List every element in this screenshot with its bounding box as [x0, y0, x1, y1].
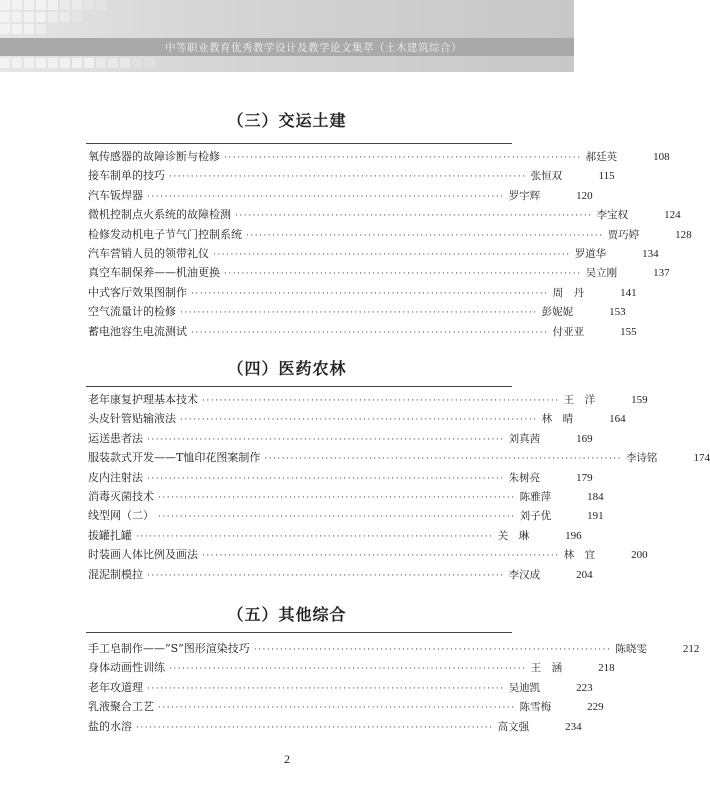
entry-author: 林 宜 — [563, 549, 596, 562]
leader-dots: ·················································································· — [147, 191, 505, 202]
entry-page: 179 — [576, 471, 593, 484]
entry-page: 204 — [576, 568, 593, 581]
entry-title: 盐的水溶 — [88, 719, 132, 733]
leader-dots: ·················································································· — [202, 551, 560, 562]
entry-page: 200 — [631, 549, 648, 562]
toc-entry[interactable] — [88, 323, 637, 342]
entry-author: 付亚亚 — [552, 325, 585, 338]
entry-author: 郝廷英 — [585, 151, 618, 163]
leader-dots: ·················································································· — [246, 230, 604, 241]
leader-dots: ·················································································· — [235, 211, 593, 222]
toc-list-transport — [88, 148, 692, 342]
toc-entry[interactable] — [88, 488, 604, 507]
entry-author: 李诗铭 — [625, 452, 658, 465]
entry-author: 刘子优 — [519, 510, 552, 523]
toc-list-other — [88, 640, 700, 737]
entry-page: 137 — [653, 267, 670, 280]
entry-page: 159 — [631, 394, 648, 406]
toc-entry[interactable] — [88, 640, 700, 659]
toc-entry[interactable] — [88, 226, 692, 245]
leader-dots: ·················································································· — [158, 703, 516, 714]
leader-dots: ·················································································· — [224, 269, 582, 280]
leader-dots: ·················································································· — [191, 327, 549, 338]
entry-author: 高文强 — [497, 720, 530, 733]
entry-author: 陈雅萍 — [519, 490, 552, 503]
entry-author: 朱树亮 — [508, 471, 541, 484]
toc-entry[interactable] — [88, 284, 637, 303]
toc-entry[interactable] — [88, 391, 648, 410]
toc-entry[interactable] — [88, 679, 593, 698]
leader-dots: ·················································································· — [264, 454, 622, 465]
leader-dots: ·················································································· — [180, 308, 538, 319]
entry-page: 196 — [565, 529, 582, 542]
leader-dots: ·················································································· — [136, 531, 494, 542]
toc-entry[interactable] — [88, 245, 659, 264]
entry-title: 线型网（二） — [88, 509, 154, 523]
toc-entry[interactable] — [88, 264, 670, 283]
running-title: 中等职业教育优秀教学设计及教学论文集萃（土木建筑综合） — [165, 42, 462, 54]
leader-dots: ·················································································· — [147, 683, 505, 694]
toc-entry[interactable] — [88, 507, 604, 526]
entry-title: 真空车制保养——机油更换 — [88, 266, 220, 280]
toc-entry[interactable] — [88, 206, 681, 225]
header-stripe — [0, 38, 574, 56]
entry-author: 陈晓雯 — [615, 643, 647, 655]
entry-page: 124 — [664, 209, 681, 222]
entry-title: 手工皂制作——“S”图形渲染技巧 — [88, 642, 250, 655]
entry-author: 林 晴 — [541, 413, 574, 426]
leader-dots: ·················································································· — [147, 473, 505, 484]
entry-title: 氧传感器的故障诊断与检修 — [88, 150, 220, 163]
section-rule — [86, 143, 512, 144]
entry-author: 王 涵 — [530, 662, 563, 675]
entry-title: 中式客厅效果图制作 — [88, 285, 187, 299]
entry-author: 陈雪梅 — [519, 701, 552, 714]
entry-page: 191 — [587, 510, 604, 523]
entry-title: 老年攻道理 — [88, 680, 143, 694]
entry-author: 吴迪凯 — [508, 681, 541, 694]
toc-entry[interactable] — [88, 469, 593, 488]
entry-page: 115 — [598, 170, 615, 183]
toc-entry[interactable] — [88, 167, 615, 186]
entry-title: 接车制单的技巧 — [88, 169, 165, 183]
entry-page: 184 — [587, 490, 604, 503]
entry-page: 169 — [576, 432, 593, 445]
toc-entry[interactable] — [88, 148, 670, 167]
leader-dots: ·················································································· — [158, 512, 516, 523]
toc-entry[interactable] — [88, 566, 593, 585]
entry-page: 108 — [653, 151, 670, 163]
entry-author: 李汉成 — [508, 568, 541, 581]
leader-dots: ·················································································· — [169, 664, 527, 675]
entry-author: 周 丹 — [552, 286, 585, 299]
entry-title: 皮内注射法 — [88, 470, 143, 484]
entry-author: 罗道华 — [574, 247, 607, 260]
entry-title: 检修发动机电子节气门控制系统 — [88, 227, 242, 241]
toc-entry[interactable] — [88, 527, 582, 546]
entry-title: 老年康复护理基本技术 — [88, 393, 198, 406]
entry-page: 155 — [620, 325, 637, 338]
page-header-band — [0, 0, 574, 72]
entry-title: 消毒灭菌技术 — [88, 489, 154, 503]
entry-author: 王 洋 — [563, 394, 596, 406]
entry-page: 212 — [682, 643, 700, 655]
entry-author: 罗宇辉 — [508, 189, 541, 202]
leader-dots: ·················································································· — [136, 722, 494, 733]
entry-page: 218 — [598, 662, 615, 675]
toc-entry[interactable] — [88, 546, 648, 565]
entry-title: 汽车营销人员的领带礼仪 — [88, 246, 209, 260]
entry-title: 时装画人体比例及画法 — [88, 548, 198, 562]
leader-dots: ·················································································· — [180, 415, 538, 426]
entry-page: 141 — [620, 286, 637, 299]
entry-title: 服装款式开发——T恤印花图案制作 — [88, 451, 261, 465]
entry-author: 贾巧婷 — [607, 228, 640, 241]
entry-title: 空气流量计的检修 — [88, 305, 176, 319]
entry-author: 张恒双 — [530, 170, 563, 183]
toc-entry[interactable] — [88, 187, 593, 206]
toc-entry[interactable] — [88, 410, 626, 429]
leader-dots: ·················································································· — [147, 570, 505, 581]
entry-author: 刘真茜 — [508, 432, 541, 445]
section-rule — [86, 632, 512, 633]
entry-title: 头皮针管贴输液法 — [88, 412, 176, 426]
entry-title: 汽车钣焊器 — [88, 188, 143, 202]
leader-dots: ·················································································· — [213, 249, 571, 260]
section-rule — [86, 386, 512, 387]
leader-dots: ·················································································· — [202, 396, 560, 406]
entry-author: 李宝权 — [596, 209, 629, 222]
section-title-other: （五）其他综合 — [227, 605, 347, 624]
entry-page: 128 — [675, 228, 692, 241]
entry-page: 229 — [587, 701, 604, 714]
toc-entry[interactable] — [88, 718, 582, 737]
leader-dots: ·················································································· — [158, 492, 516, 503]
page-number: 2 — [284, 752, 290, 766]
entry-page: 134 — [642, 247, 659, 260]
entry-page: 174 — [693, 452, 710, 465]
entry-title: 乳液聚合工艺 — [88, 700, 154, 714]
entry-page: 223 — [576, 681, 593, 694]
leader-dots: ·················································································· — [191, 288, 549, 299]
entry-page: 120 — [576, 189, 593, 202]
entry-author: 彭妮妮 — [541, 306, 574, 319]
leader-dots: ·················································································· — [169, 172, 527, 183]
entry-title: 微机控制点火系统的故障检测 — [88, 208, 231, 222]
section-title-medicine: （四）医药农林 — [227, 359, 347, 378]
entry-author: 关 琳 — [497, 529, 530, 542]
header-decoration — [0, 0, 574, 72]
entry-author: 吴立刚 — [585, 267, 618, 280]
entry-title: 身体动画性训练 — [88, 661, 165, 675]
entry-title: 混泥制模拉 — [88, 567, 143, 581]
entry-page: 164 — [609, 413, 626, 426]
toc-entry[interactable] — [88, 698, 604, 717]
toc-list-medicine — [88, 391, 710, 585]
leader-dots: ·················································································· — [147, 434, 505, 445]
entry-page: 153 — [609, 306, 626, 319]
entry-title: 运送患者法 — [88, 431, 143, 445]
entry-title: 蓄电池容生电流测试 — [88, 324, 187, 338]
section-title-transport: （三）交运土建 — [227, 111, 347, 130]
entry-title: 拔罐扎罐 — [88, 528, 132, 542]
toc-entry[interactable] — [88, 303, 626, 322]
toc-entry[interactable] — [88, 449, 710, 468]
leader-dots: ·················································································· — [253, 645, 612, 655]
toc-entry[interactable] — [88, 659, 615, 678]
leader-dots: ·················································································· — [224, 153, 582, 163]
toc-entry[interactable] — [88, 430, 593, 449]
entry-page: 234 — [565, 720, 582, 733]
